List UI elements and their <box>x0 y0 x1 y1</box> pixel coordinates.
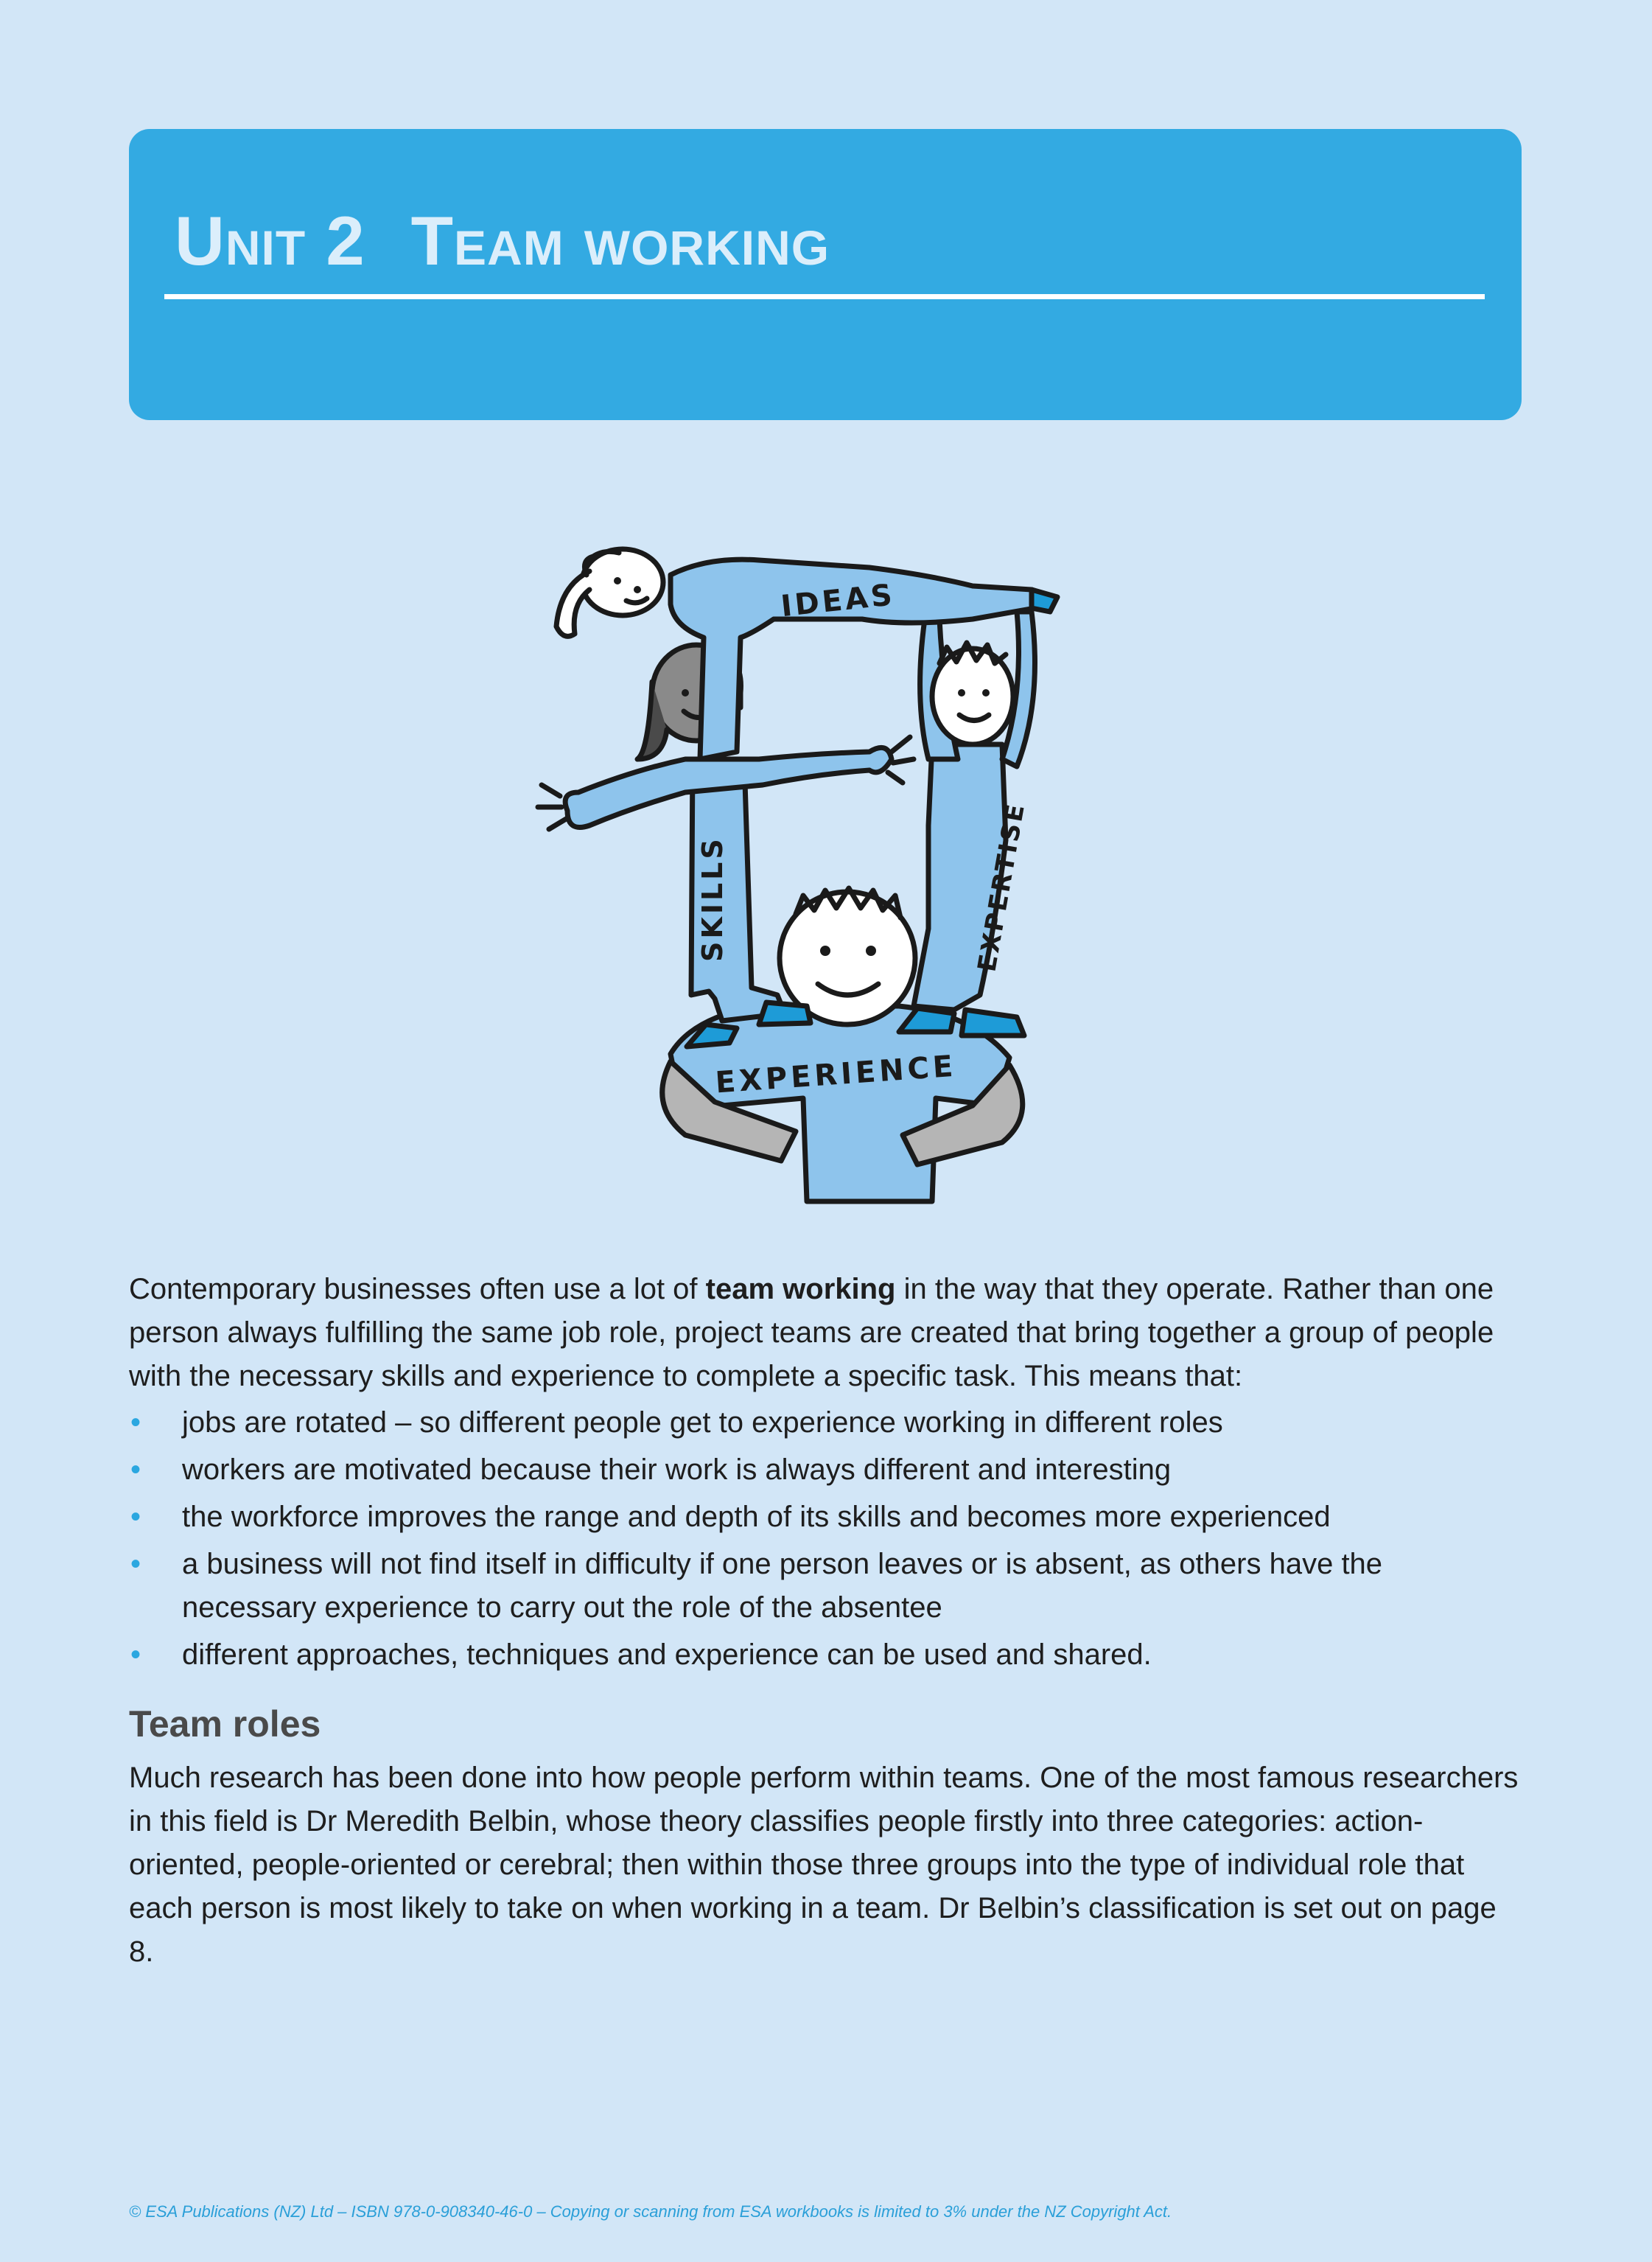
team-roles-heading: Team roles <box>129 1703 321 1745</box>
team-illustration <box>516 516 1135 1209</box>
experience-label: EXPERIENCE <box>714 1049 958 1100</box>
intro-text-before: Contemporary businesses often use a lot of <box>129 1273 706 1305</box>
bullet-icon: • <box>130 1406 141 1439</box>
list-item-text: jobs are rotated – so different people get to experience working in different roles <box>182 1406 1223 1439</box>
list-item-text: the workforce improves the range and depth of its skills and becomes more experienced <box>182 1501 1331 1533</box>
expertise-man-shoes <box>899 1008 1024 1036</box>
team-roles-paragraph: Much research has been done into how people perform within teams. One of the most famous researchers in this field is Dr Meredith Belbin, whose theory classifies people firstly into three categories: action-oriented, people-oriented or cerebral; then within those three groups into the type of individual role that each person is most likely to take on when working in a team. Dr Belbin’s classification is set out on page 8. <box>129 1762 1519 1968</box>
ideas-woman-head <box>582 549 663 615</box>
intro-text-after: in the way that they operate. Rather than one person always fulfilling the same job role, project teams are created that bring together a group of people with the necessary skills and experience to complete a specific task. This means that: <box>129 1273 1494 1392</box>
header-divider <box>164 294 1485 299</box>
benefits-list <box>129 1401 1522 1677</box>
unit-title-text: Team working <box>410 202 830 279</box>
skills-label: SKILLS <box>696 836 729 962</box>
list-item-text: workers are motivated because their work is always different and interesting <box>182 1453 1172 1486</box>
expertise-label: EXPERTISE <box>972 800 1032 974</box>
unit-title <box>175 202 830 279</box>
list-item <box>129 1543 1522 1630</box>
bullet-icon: • <box>130 1638 141 1671</box>
list-item <box>129 1401 1522 1445</box>
list-item <box>129 1448 1522 1492</box>
intro-bold-term: team working <box>705 1273 896 1305</box>
main-content <box>129 1268 1522 1974</box>
unit-header-banner <box>129 129 1522 420</box>
expertise-man-head <box>932 649 1013 744</box>
team-figures-graphic <box>516 516 1135 1209</box>
list-item <box>129 1633 1522 1677</box>
copyright-footer: © ESA Publications (NZ) Ltd – ISBN 978-0-908340-46-0 – Copying or scanning from ESA workbooks is limited to 3% under the NZ Copyright Act. <box>129 2202 1172 2221</box>
list-item-text: a business will not find itself in difficulty if one person leaves or is absent, as others have the necessary experience to carry out the role of the absentee <box>182 1548 1383 1624</box>
intro-paragraph <box>129 1268 1522 1398</box>
bullet-icon: • <box>130 1548 141 1580</box>
list-item <box>129 1495 1522 1539</box>
bullet-icon: • <box>130 1501 141 1533</box>
ideas-woman-feet <box>1032 590 1057 612</box>
ideas-label: IDEAS <box>779 578 897 624</box>
list-item-text: different approaches, techniques and experience can be used and shared. <box>182 1638 1152 1671</box>
unit-label: Unit 2 <box>175 202 365 279</box>
bullet-icon: • <box>130 1453 141 1486</box>
